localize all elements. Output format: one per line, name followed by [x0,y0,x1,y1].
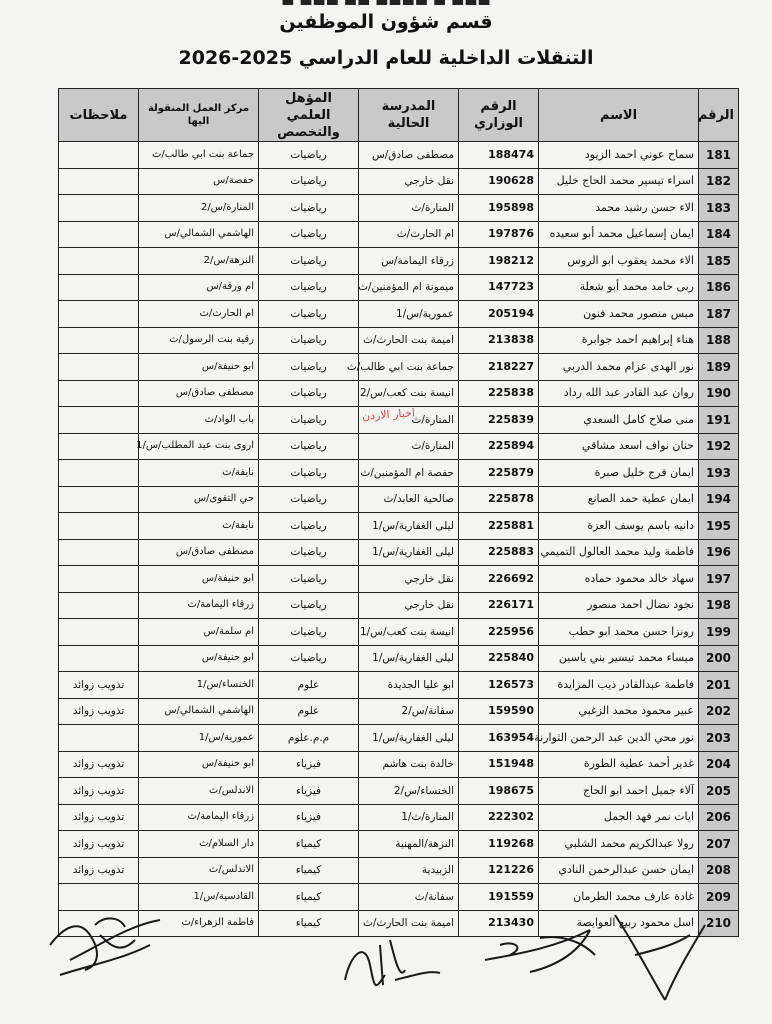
row-destination: المنارة/س/2 [139,195,259,222]
row-current-school: النزهة/المهنية [359,831,459,858]
row-notes: تذويب زوائد [59,751,139,778]
row-qualification: رياضيات [259,566,359,593]
row-name: الاء حسن رشيد محمد [539,195,699,222]
row-number: 190 [699,380,739,407]
row-name: سهاد خالد محمود حماده [539,566,699,593]
row-notes: تذويب زوائد [59,698,139,725]
row-current-school: زرقاء اليمامة/س [359,248,459,275]
table-row [59,778,739,805]
row-name: فاطمة وليد محمد العالول التميمي [539,539,699,566]
row-name: نور محي الدين عبد الرحمن الثوارنة [539,725,699,752]
row-notes [59,566,139,593]
row-notes [59,248,139,275]
row-name: سماح عوني احمد الزيود [539,142,699,169]
row-destination: ابو حنيفة/س [139,645,259,672]
row-ministry-id: 126573 [459,672,539,699]
signature-4 [595,905,715,1005]
row-qualification: رياضيات [259,619,359,646]
row-number: 210 [699,910,739,937]
signature-1 [40,905,170,985]
row-current-school: ليلى الغفارية/س/1 [359,645,459,672]
row-current-school: سفانة/ث [359,884,459,911]
table-row [59,619,739,646]
row-current-school: الخنساء/س/2 [359,778,459,805]
row-notes [59,539,139,566]
table-row [59,354,739,381]
row-qualification: رياضيات [259,142,359,169]
row-qualification: علوم [259,672,359,699]
row-qualification: فيزياء [259,778,359,805]
table-row [59,539,739,566]
row-number: 199 [699,619,739,646]
row-number: 196 [699,539,739,566]
row-qualification: رياضيات [259,248,359,275]
row-qualification: رياضيات [259,460,359,487]
row-qualification: رياضيات [259,433,359,460]
table-row [59,672,739,699]
row-ministry-id: 225878 [459,486,539,513]
row-destination: ابو حنيفة/س [139,751,259,778]
row-name: روان عبد القادر عبد الله رداد [539,380,699,407]
row-qualification: رياضيات [259,195,359,222]
row-notes [59,486,139,513]
row-qualification: رياضيات [259,327,359,354]
row-ministry-id: 197876 [459,221,539,248]
row-destination: الاندلس/ث [139,778,259,805]
row-number: 201 [699,672,739,699]
row-current-school: اميمة بنت الحارث/ث [359,910,459,937]
table-row [59,645,739,672]
row-number: 209 [699,884,739,911]
row-qualification: رياضيات [259,592,359,619]
table-row [59,513,739,540]
department-title: قسم شؤون الموظفين [279,11,493,33]
row-number: 202 [699,698,739,725]
transfers-table [58,88,739,937]
row-ministry-id: 225838 [459,380,539,407]
row-current-school: ليلى الغفارية/س/1 [359,513,459,540]
row-destination: الاندلس/ث [139,857,259,884]
row-destination: فاطمة الزهراء/ث [139,910,259,937]
table-row [59,221,739,248]
row-current-school: عمورية/س/1 [359,301,459,328]
row-qualification: رياضيات [259,645,359,672]
row-notes [59,433,139,460]
col-notes: ملاحظات [59,89,139,142]
row-qualification: م.م.علوم [259,725,359,752]
row-name: اسراء تيسير محمد الحاج خليل [539,168,699,195]
table-row [59,327,739,354]
row-current-school: حفصة ام المؤمنين/ث [359,460,459,487]
row-ministry-id: 119268 [459,831,539,858]
row-current-school: سفانة/س/2 [359,698,459,725]
row-notes [59,407,139,434]
row-name: ميس منصور محمد فنون [539,301,699,328]
row-destination: النزهة/س/2 [139,248,259,275]
table-row [59,831,739,858]
row-name: رونزا حسن محمد ابو حطب [539,619,699,646]
row-ministry-id: 218227 [459,354,539,381]
row-name: عبير محمود محمد الزغبي [539,698,699,725]
row-qualification: رياضيات [259,354,359,381]
row-number: 194 [699,486,739,513]
table-row [59,168,739,195]
table-row [59,486,739,513]
row-destination: عمورية/س/1 [139,725,259,752]
row-number: 182 [699,168,739,195]
row-destination: اروى بنت عبد المطلب/س/1 [139,433,259,460]
row-number: 193 [699,460,739,487]
row-destination: الهاشمي الشمالي/س [139,221,259,248]
row-name: فاطمة عبدالقادر ذيب المزايدة [539,672,699,699]
table-row [59,804,739,831]
row-number: 191 [699,407,739,434]
row-name: ايمان فرج خليل صبرة [539,460,699,487]
row-destination: ابو حنيفة/س [139,354,259,381]
row-number: 197 [699,566,739,593]
row-current-school: نقل خارجي [359,592,459,619]
row-current-school: ابو عليا الجديدة [359,672,459,699]
row-notes [59,592,139,619]
row-qualification: رياضيات [259,274,359,301]
row-number: 195 [699,513,739,540]
row-notes: تذويب زوائد [59,778,139,805]
row-name: ايمان عطية حمد الصانع [539,486,699,513]
table-row [59,248,739,275]
row-name: ربى حامد محمد أبو شعلة [539,274,699,301]
signature-2 [335,925,445,1000]
row-destination: مصطفى صادق/س [139,539,259,566]
row-ministry-id: 147723 [459,274,539,301]
row-number: 205 [699,778,739,805]
row-name: هناء إبراهيم احمد جوابرة [539,327,699,354]
row-number: 181 [699,142,739,169]
row-name: غدير أحمد عطية الطورة [539,751,699,778]
row-destination: زرقاء اليمامة/ث [139,592,259,619]
row-current-school: المنارة/ث [359,195,459,222]
row-current-school: خالدة بنت هاشم [359,751,459,778]
col-name: الاسم [539,89,699,142]
row-current-school: انيسة بنت كعب/س/1 [359,619,459,646]
row-destination: ابو حنيفة/س [139,566,259,593]
row-notes [59,725,139,752]
row-name: حنان نواف اسعد مشاقي [539,433,699,460]
row-notes: تذويب زوائد [59,804,139,831]
row-name: نور الهدى عزام محمد الدربي [539,354,699,381]
row-destination: الهاشمي الشمالي/س [139,698,259,725]
row-name: نجود نضال احمد منصور [539,592,699,619]
row-ministry-id: 163954 [459,725,539,752]
row-name: آلاء جميل احمد ابو الحاج [539,778,699,805]
table-row [59,592,739,619]
row-current-school: مصطفى صادق/س [359,142,459,169]
row-destination: ام ورقة/س [139,274,259,301]
row-current-school: نقل خارجي [359,566,459,593]
row-ministry-id: 225881 [459,513,539,540]
row-ministry-id: 226692 [459,566,539,593]
row-notes: تذويب زوائد [59,831,139,858]
row-destination: نايفة/ث [139,513,259,540]
row-current-school: ميمونة ام المؤمنين/ث [359,274,459,301]
row-destination: القادسية/س/1 [139,884,259,911]
row-name: غادة عارف محمد الطرمان [539,884,699,911]
row-qualification: رياضيات [259,168,359,195]
row-number: 187 [699,301,739,328]
row-notes [59,168,139,195]
row-name: الاء محمد يعقوب ابو الروس [539,248,699,275]
row-name: منى صلاح كامل السعدي [539,407,699,434]
row-number: 186 [699,274,739,301]
row-number: 183 [699,195,739,222]
row-destination: نايفة/ث [139,460,259,487]
row-qualification: كيمياء [259,910,359,937]
row-ministry-id: 198675 [459,778,539,805]
row-number: 185 [699,248,739,275]
row-number: 203 [699,725,739,752]
row-destination: ام الحارث/ث [139,301,259,328]
col-qualification: المؤهل العلمي والتخصص [259,89,359,142]
row-ministry-id: 190628 [459,168,539,195]
row-ministry-id: 222302 [459,804,539,831]
row-ministry-id: 226171 [459,592,539,619]
row-notes: تذويب زوائد [59,857,139,884]
row-ministry-id: 191559 [459,884,539,911]
row-name: ايمان حسن عبدالرحمن النادي [539,857,699,884]
row-ministry-id: 225879 [459,460,539,487]
row-qualification: رياضيات [259,380,359,407]
row-qualification: رياضيات [259,486,359,513]
table-row [59,460,739,487]
row-qualification: رياضيات [259,301,359,328]
row-qualification: كيمياء [259,857,359,884]
table-header-row [59,89,739,142]
row-destination: زرقاء اليمامة/ث [139,804,259,831]
row-ministry-id: 198212 [459,248,539,275]
row-notes [59,221,139,248]
row-qualification: فيزياء [259,751,359,778]
row-ministry-id: 213430 [459,910,539,937]
row-destination: دار السلام/ث [139,831,259,858]
row-number: 184 [699,221,739,248]
row-current-school: ليلى الغفارية/س/1 [359,539,459,566]
table-row [59,698,739,725]
row-ministry-id: 225883 [459,539,539,566]
row-qualification: رياضيات [259,407,359,434]
row-current-school: صالحية العابد/ث [359,486,459,513]
table-row [59,725,739,752]
row-notes [59,354,139,381]
row-number: 207 [699,831,739,858]
row-notes [59,195,139,222]
row-number: 192 [699,433,739,460]
row-qualification: رياضيات [259,539,359,566]
row-ministry-id: 205194 [459,301,539,328]
row-current-school: انيسة بنت كعب/س/2 [359,380,459,407]
col-current-school: المدرسة الحالية [359,89,459,142]
row-ministry-id: 151948 [459,751,539,778]
document-subject: التنقلات الداخلية للعام الدراسي 2025-2026 [178,47,594,69]
row-ministry-id: 225956 [459,619,539,646]
row-name: ايات نمر فهد الجمل [539,804,699,831]
row-qualification: فيزياء [259,804,359,831]
row-notes [59,513,139,540]
row-name: ايمان إسماعيل محمد أبو سعيده [539,221,699,248]
row-current-school: المنارة/ث [359,407,459,434]
row-destination: ام سلمة/س [139,619,259,646]
row-destination: الخنساء/س/1 [139,672,259,699]
row-number: 198 [699,592,739,619]
row-notes [59,274,139,301]
row-notes: تذويب زوائد [59,672,139,699]
table-row [59,195,739,222]
row-ministry-id: 225840 [459,645,539,672]
row-current-school: الزبيدية [359,857,459,884]
row-current-school: ام الحارث/ث [359,221,459,248]
row-number: 208 [699,857,739,884]
signature-3 [470,910,610,985]
row-ministry-id: 225839 [459,407,539,434]
row-current-school: المنارة/ث [359,433,459,460]
row-number: 204 [699,751,739,778]
row-notes [59,645,139,672]
table-row [59,751,739,778]
table-row [59,566,739,593]
row-qualification: رياضيات [259,513,359,540]
row-name: رولا عبدالكريم محمد الشلبي [539,831,699,858]
cropped-top-heading: ▬ ▬▬▬ ▬▬ ▬▬▬▬ ▬ ▬▬▬ [281,0,491,10]
row-current-school: اميمة بنت الحارث/ث [359,327,459,354]
table-row [59,274,739,301]
row-current-school: المنارة/ث/1 [359,804,459,831]
col-ministry-id: الرقم الوزاري [459,89,539,142]
table-row [59,433,739,460]
row-qualification: كيمياء [259,884,359,911]
row-destination: جماعة بنت ابي طالب/ث [139,142,259,169]
row-notes [59,301,139,328]
row-notes [59,380,139,407]
row-current-school: جماعة بنت ابي طالب/ث [359,354,459,381]
row-name: دانيه باسم يوسف العزة [539,513,699,540]
row-qualification: رياضيات [259,221,359,248]
row-notes [59,619,139,646]
row-destination: رقية بنت الرسول/ث [139,327,259,354]
row-name: ميساء محمد تيسير بني ياسين [539,645,699,672]
row-ministry-id: 225894 [459,433,539,460]
row-number: 200 [699,645,739,672]
row-number: 188 [699,327,739,354]
table-row [59,301,739,328]
row-ministry-id: 121226 [459,857,539,884]
row-destination: حي التقوى/س [139,486,259,513]
row-notes [59,142,139,169]
row-name: اسل محمود ربيع العوايصة [539,910,699,937]
row-destination: باب الواد/ث [139,407,259,434]
row-ministry-id: 195898 [459,195,539,222]
row-current-school: نقل خارجي [359,168,459,195]
row-notes [59,460,139,487]
row-number: 206 [699,804,739,831]
row-qualification: علوم [259,698,359,725]
col-destination: مركز العمل المنقولة اليها [139,89,259,142]
col-number: الرقم [699,89,739,142]
row-destination: مصطفى صادق/س [139,380,259,407]
table-row [59,380,739,407]
row-ministry-id: 159590 [459,698,539,725]
table-row [59,857,739,884]
row-qualification: كيمياء [259,831,359,858]
row-ministry-id: 213838 [459,327,539,354]
row-current-school: ليلى الغفارية/س/1 [359,725,459,752]
row-number: 189 [699,354,739,381]
row-destination: حفصة/س [139,168,259,195]
watermark-text: اخبار الاردن [361,406,416,423]
row-ministry-id: 188474 [459,142,539,169]
row-notes [59,327,139,354]
table-row [59,142,739,169]
